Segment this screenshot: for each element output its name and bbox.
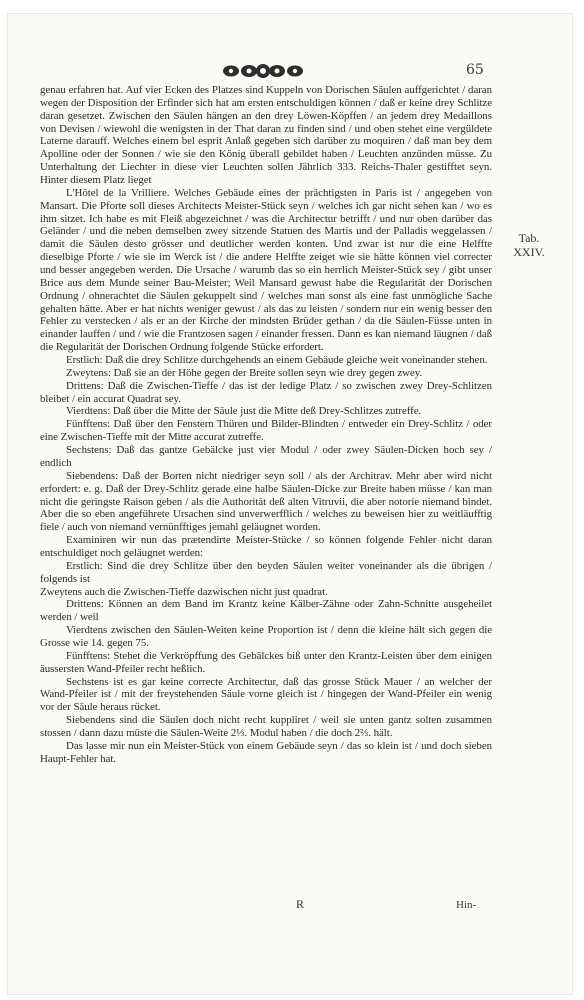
body-text: [40, 84, 492, 766]
paragraph: Vierdtens: Daß über die Mitte der Säule just die Mitte deß Drey-Schlitzes zutreffe.: [66, 405, 422, 418]
paragraph: Erstlich: Sind die drey Schlitze über den beyden Säulen weiter voneinander als die übrigen / folgends ist: [40, 559, 492, 585]
paragraph: Drittens: Können an dem Band im Krantz keine Kälber-Zähne oder Zahn-Schnitte ausgeheilet werden / weil: [40, 598, 492, 624]
paragraph: L'Hôtel de la Vrilliere. Welches Gebäude eines der prächtigsten in Paris ist / angegeben von Mansart. Die Pforte soll dieses Architects Meister-Stück seyn / welches ich gar nicht sehen kan / wo es ihm sitzet. Ich habe es mit Fleiß abgezeichnet / was die Architectur betrifft / und nur oben darüber das Geländer / und die neben demselben zwey sitzende Statuen des Martis und der Palladis weggelassen / damit die Säulen desto grösser und deutlicher werden konten. Und zwar ist nur die eine Helffte dieselbige Pforte / wie sie im Werck ist / die andere Helffte zeiget wie sie hätte können viel correcter und besser angegeben werden. Die Ursache / warumb das so ein herrlich Meister-Stück sey / gibt unser Brice aus dem Munde seiner Bau-Meister; Weil Mansard gewust habe die Regularität der Dorischen Ordnung / ohnerachtet die Säulen gekuppelt sind / welches man sonst als eine fast unmögliche Sache gehalten hätte. Aber er hat nichts weniger gewust / als das zu leisten / sondern nur ein wenig besser den Fehler zu verstecken / als er an der Kirche der mindsten Brüder gethan / da die Säulen-Füsse unten in einander lauffen / und / wie die Frantzosen sagen / einander fressen. Dann es kan niemand läugnen / daß die Regularität der Dorischen Ordnung folgende Stücke erfordert.: [40, 186, 492, 354]
paragraph: Zweytens auch die Zwischen-Tieffe dazwischen nicht just quadrat.: [40, 585, 328, 598]
page-number: 65: [466, 62, 484, 78]
margin-note-line: Tab.: [518, 231, 540, 245]
paragraph: genau erfahren hat. Auf vier Ecken des Platzes sind Kuppeln von Dorischen Säulen auffgerichtet / daran wegen der Disposition der Erfinder sich hat am ersten entschuldigen können / daß er keine drey Schlitze daran gesetzet. Zwischen den Säulen hängen an den drey Löwen-Köpffen / an jedem drey Medaillons von Devisen / wiewohl die wenigsten in der That daran zu finden sind / und oben stehet eine vergüldete Laterne darauff. Welches einem bel esprit Anlaß gegeben sich darüber zu moquiren / daß man bey dem Apolline oder der Sonnen / wie sie den König überall gebildet haben / Leuchten anzünden müsse. Zu Unterhaltung der Liechter in diese vier Leuchten sollen Jährlich 333. Reichs-Thaler gestifftet seyn. Hinter diesem Platz lieget: [40, 84, 492, 187]
paragraph: Sechstens ist es gar keine correcte Architectur, daß das grosse Stück Mauer / an welcher der Wand-Pfeiler ist / mit der freystehenden Säule vorne gleich ist / hingegen der Wand-Pfeiler ein wenig vor der Säule heraus rücket.: [40, 675, 492, 714]
margin-note: [504, 231, 554, 259]
signature-mark: R: [296, 897, 305, 911]
margin-note-line: XXIV.: [513, 245, 545, 259]
paragraph: Erstlich: Daß die drey Schlitze durchgehends an einem Gebäude gleiche weit voneinander stehen.: [66, 354, 488, 367]
paragraph: Drittens: Daß die Zwischen-Tieffe / das ist der ledige Platz / so zwischen zwey Drey-Schlitzen bleibet / ein accurat Quadrat sey.: [40, 379, 492, 405]
paragraph: Sechstens: Daß das gantze Gebälcke just vier Modul / oder zwey Säulen-Dicken hoch sey / endlich: [40, 444, 492, 469]
catchword: Hin-: [456, 899, 477, 911]
paragraph: Das lasse mir nun ein Meister-Stück von einem Gebäude seyn / das so klein ist / und doch sieben Haupt-Fehler hat.: [40, 739, 492, 765]
paragraph: Fünfftens: Stehet die Verkröpffung des Gebälckes biß unter den Krantz-Leisten über dem einigen äussersten Wand-Pfeiler recht heßlich.: [40, 649, 492, 675]
paragraph: Zweytens: Daß sie an der Höhe gegen der Breite sollen seyn wie drey gegen zwey.: [66, 366, 423, 379]
paragraph: Vierdtens zwischen den Säulen-Weiten keine Proportion ist / denn die kleine hält sich gegen die Grosse wie 14. gegen 75.: [40, 624, 492, 649]
paragraph: Siebendens sind die Säulen doch nicht recht kuppliret / weil sie unten gantz solten zusammen stossen / dann dazu müste die Säulen-Weite 2⅓. Modul haben / die doch 2⅔. hält.: [40, 714, 492, 739]
paragraph: Examiniren wir nun das prætendirte Meister-Stücke / so können folgende Fehler nicht daran entschuldiget noch geläugnet werden:: [40, 534, 492, 559]
paragraph: Siebendens: Daß der Borten nicht niedriger seyn soll / als der Architrav. Mehr aber wird nicht erfordert: e. g. Daß der Drey-Schlitz gerade eine halbe Säulen-Dicke zur Breite haben müsse / kan man nicht die geringste Raison geben / als die Authorität deß alten Vitruvii, die aber notorie niemand bindet. Aber die so eben angeführete Ursachen sind unverwerfflich / welches zu beweisen hier zu weitläufftig fiele / auch von niemand vernünfftiges jemahl geläugnet worden.: [40, 469, 492, 534]
ornament-headpiece-icon: [222, 62, 304, 80]
paragraph: Fünfftens: Daß über den Fenstern Thüren und Bilder-Blindten / entweder ein Drey-Schlitz / oder eine Zwischen-Tieffe mit der Mitte accurat zutreffe.: [40, 418, 492, 444]
